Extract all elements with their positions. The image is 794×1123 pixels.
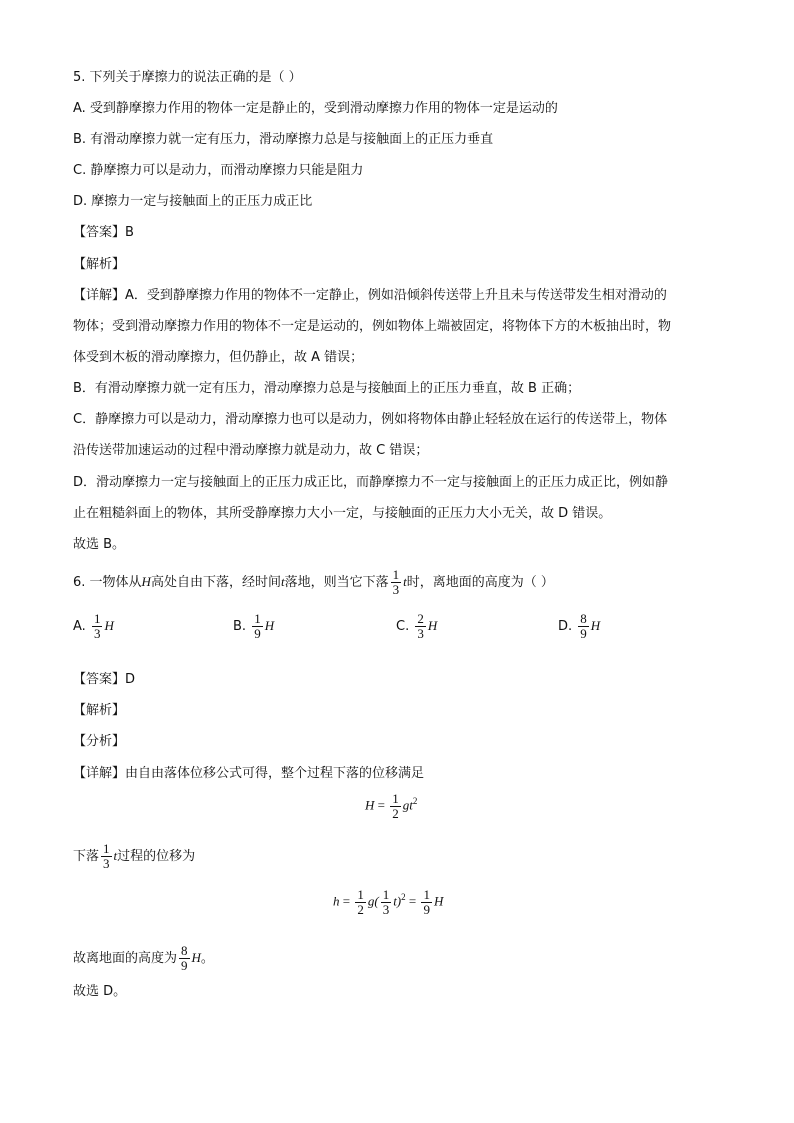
q5-answer: 【答案】B <box>73 225 134 240</box>
q5-detail-4: B．有滑动摩擦力就一定有压力，滑动摩擦力总是与接触面上的正压力垂直，故 B 正确； <box>73 381 581 396</box>
q5-conclude: 故选 B。 <box>73 537 126 552</box>
q5-option-a: A. 受到静摩擦力作用的物体一定是静止的，受到滑动摩擦力作用的物体一定是运动的 <box>73 101 558 116</box>
q6-height-line: 故离地面的高度为 $\frac{8}{9}$ H。 <box>73 943 214 973</box>
q5-detail-3: 体受到木板的滑动摩擦力，但仍静止，故 A 错误； <box>73 350 364 365</box>
q5-detail-2: 物体；受到滑动摩擦力作用的物体不一定是运动的，例如物体上端被固定，将物体下方的木板抽出时，物 <box>73 319 672 334</box>
q5-option-b: B. 有滑动摩擦力就一定有压力，滑动摩擦力总是与接触面上的正压力垂直 <box>73 132 494 147</box>
equation-1: H = $\frac{1}{2}$ $gt^2$ <box>365 791 418 821</box>
q5-option-d: D. 摩擦力一定与接触面上的正压力成正比 <box>73 194 313 209</box>
q6-option-d: D. $\frac{8}{9}$ H <box>558 611 601 641</box>
equation-2: h = $\frac{1}{2}$ g( $\frac{1}{3}$ t)$^2$ = $\frac{1}{9}$ H <box>333 887 444 917</box>
q5-analysis: 【解析】 <box>73 257 126 272</box>
q5-stem: 5. 下列关于摩擦力的说法正确的是（ ） <box>73 70 302 85</box>
q5-detail-6: 沿传送带加速运动的过程中滑动摩擦力就是动力，故 C 错误； <box>73 443 429 458</box>
q5-detail-1: 【详解】A．受到静摩擦力作用的物体不一定静止，例如沿倾斜传送带上升且未与传送带发生相对滑动的 <box>73 288 667 303</box>
q6-answer: 【答案】D <box>73 672 136 687</box>
q6-fenxi: 【分析】 <box>73 734 126 749</box>
q6-stem: 6. 一物体从H高处自由下落，经时间t落地，则当它下落 $\frac{1}{3}$ t时，离地面的高度为（ ） <box>73 567 554 597</box>
q6-analysis: 【解析】 <box>73 703 126 718</box>
q5-detail-7: D．滑动摩擦力一定与接触面上的正压力成正比，而静摩擦力不一定与接触面上的正压力成正比，例如静 <box>73 475 669 490</box>
q6-option-b: B. $\frac{1}{9}$ H <box>233 611 275 641</box>
q6-conclude: 故选 D。 <box>73 984 127 999</box>
q5-detail-5: C．静摩擦力可以是动力，滑动摩擦力也可以是动力，例如将物体由静止轻轻放在运行的传送带上，物体 <box>73 412 668 427</box>
q5-option-c: C. 静摩擦力可以是动力，而滑动摩擦力只能是阻力 <box>73 163 364 178</box>
q5-detail-8: 止在粗糙斜面上的物体，其所受静摩擦力大小一定，与接触面的正压力大小无关，故 D 错误。 <box>73 506 612 521</box>
q6-option-a: A. $\frac{1}{3}$ H <box>73 611 114 641</box>
q6-detail: 【详解】由自由落体位移公式可得，整个过程下落的位移满足 <box>73 766 425 781</box>
q6-option-c: C. $\frac{2}{3}$ H <box>396 611 438 641</box>
q6-fall-line: 下落 $\frac{1}{3}$ t过程的位移为 <box>73 841 196 871</box>
